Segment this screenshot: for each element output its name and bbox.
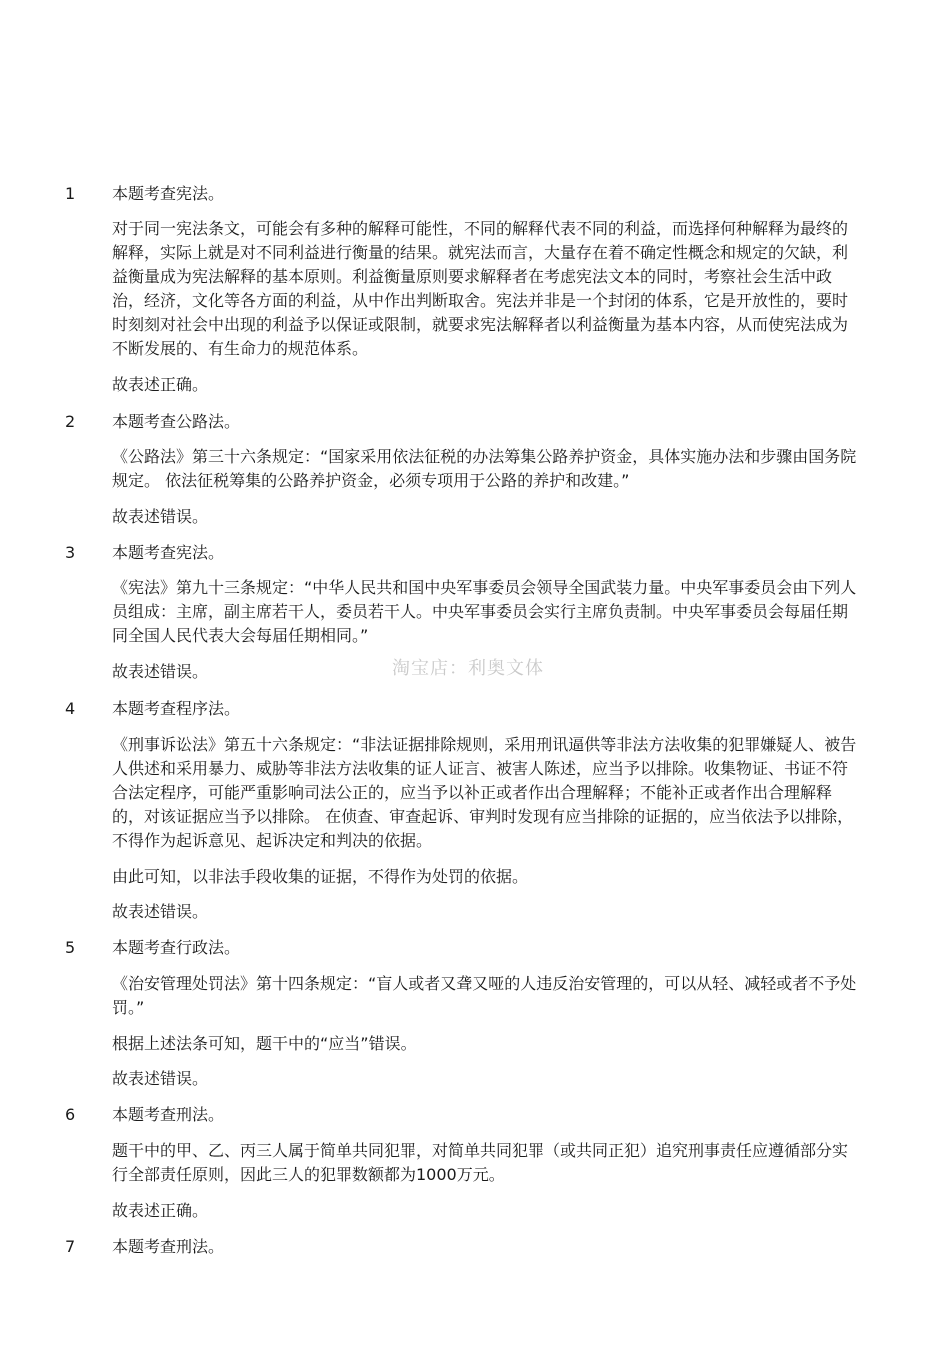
item-number: 4 <box>65 699 76 718</box>
item-3-explanation: 《宪法》第九十三条规定：“中华人民共和国中央军事委员会领导全国武装力量。中央军事委员会由下列人员组成：主席，副主席若干人，委员若干人。中央军事委员会实行主席负责制。中央军事委员会每届任期同全国人民代表大会每届任期相同。” <box>112 578 857 645</box>
item-number: 3 <box>65 543 76 562</box>
item-2-conclusion: 故表述错误。 <box>112 507 209 526</box>
item-4-inference: 由此可知，以非法手段收集的证据，不得作为处罚的依据。 <box>112 867 529 886</box>
item-3-conclusion: 故表述错误。 <box>112 662 209 681</box>
item-6-explanation: 题干中的甲、乙、丙三人属于简单共同犯罪，对简单共同犯罪（或共同正犯）追究刑事责任应遵循部分实行全部责任原则，因此三人的犯罪数额都为1000万元。 <box>112 1141 849 1184</box>
watermark-text: 淘宝店：利奥文体 <box>392 658 544 679</box>
item-heading: 本题考查刑法。 <box>112 1237 225 1256</box>
item-2-explanation: 《公路法》第三十六条规定：“国家采用依法征税的办法筹集公路养护资金，具体实施办法和步骤由国务院规定。 依法征税筹集的公路养护资金，必须专项用于公路的养护和改建。” <box>112 447 857 490</box>
item-5-inference: 根据上述法条可知，题干中的“应当”错误。 <box>112 1034 417 1053</box>
item-number: 7 <box>65 1237 76 1256</box>
item-6-conclusion: 故表述正确。 <box>112 1201 209 1220</box>
item-1-conclusion: 故表述正确。 <box>112 375 209 394</box>
item-number: 1 <box>65 184 76 203</box>
item-4-conclusion: 故表述错误。 <box>112 902 209 921</box>
item-heading: 本题考查公路法。 <box>112 412 241 431</box>
item-5-explanation: 《治安管理处罚法》第十四条规定：“盲人或者又聋又哑的人违反治安管理的，可以从轻、减轻或者不予处罚。” <box>112 974 857 1017</box>
item-heading: 本题考查行政法。 <box>112 938 241 957</box>
item-1-explanation: 对于同一宪法条文，可能会有多种的解释可能性，不同的解释代表不同的利益，而选择何种解释为最终的解释，实际上就是对不同利益进行衡量的结果。就宪法而言，大量存在着不确定性概念和规定的欠缺，利益衡量成为宪法解释的基本原则。利益衡量原则要求解释者在考虑宪法文本的同时，考察社会生活中政治，经济，文化等各方面的利益，从中作出判断取舍。宪法并非是一个封闭的体系，它是开放性的，要时时刻刻对社会中出现的利益予以保证或限制，就要求宪法解释者以利益衡量为基本内容，从而使宪法成为不断发展的、有生命力的规范体系。 <box>112 219 849 358</box>
item-number: 5 <box>65 938 76 957</box>
item-number: 2 <box>65 412 76 431</box>
item-4-explanation: 《刑事诉讼法》第五十六条规定：“非法证据排除规则，采用刑讯逼供等非法方法收集的犯罪嫌疑人、被告人供述和采用暴力、威胁等非法方法收集的证人证言、被害人陈述，应当予以排除。收集物证、书证不符合法定程序，可能严重影响司法公正的，应当予以补正或者作出合理解释；不能补正或者作出合理解释的，对该证据应当予以排除。 在侦查、审查起诉、审判时发现有应当排除的证据的，应当依法予以排除，不得作为起诉意见、起诉决定和判决的依据。 <box>112 735 857 850</box>
item-5-conclusion: 故表述错误。 <box>112 1069 209 1088</box>
item-number: 6 <box>65 1105 76 1124</box>
item-heading: 本题考查程序法。 <box>112 699 241 718</box>
item-heading: 本题考查刑法。 <box>112 1105 225 1124</box>
item-heading: 本题考查宪法。 <box>112 543 225 562</box>
item-heading: 本题考查宪法。 <box>112 184 225 203</box>
